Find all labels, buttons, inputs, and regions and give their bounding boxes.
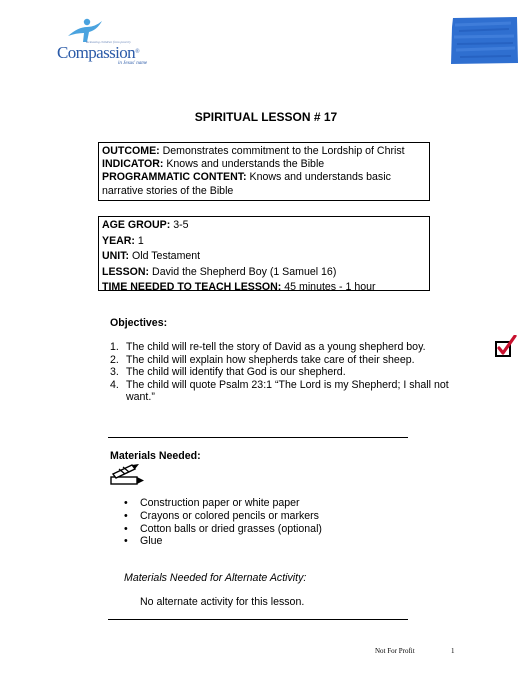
page-number: 1 xyxy=(451,647,455,655)
lesson-info-box xyxy=(98,216,430,294)
year-line: YEAR: 1 xyxy=(102,234,144,247)
content-line-2: narrative stories of the Bible xyxy=(102,184,234,197)
list-item: • Construction paper or white paper xyxy=(124,497,300,509)
list-item: • Cotton balls or dried grasses (optional) xyxy=(124,522,322,535)
divider xyxy=(108,437,408,438)
materials-heading: Materials Needed: xyxy=(110,450,201,462)
compassion-logo xyxy=(56,18,166,68)
art-supplies-icon xyxy=(110,463,146,487)
materials-list xyxy=(124,497,322,548)
outcome-line: OUTCOME: Demonstrates commitment to the Lordship of Christ xyxy=(102,145,405,157)
outcome-box xyxy=(98,142,430,201)
objectives-list xyxy=(110,341,450,404)
logo-subline: in Jesus' name xyxy=(118,61,148,66)
time-line: TIME NEEDED TO TEACH LESSON: 45 minutes - 1 hour xyxy=(102,281,376,294)
list-item: 2. The child will explain how shepherds take care of their sheep. xyxy=(110,353,415,366)
list-item: 3. The child will identify that God is our shepherd. xyxy=(110,366,346,379)
list-item: • Glue xyxy=(124,535,163,548)
footer-note: Not For Profit xyxy=(375,647,415,655)
alternate-materials-text: No alternate activity for this lesson. xyxy=(140,596,305,608)
logo-wordmark: Compassion® xyxy=(57,43,140,62)
page-title: SPIRITUAL LESSON # 17 xyxy=(194,110,338,124)
check-box-icon xyxy=(495,335,517,359)
content-line: PROGRAMMATIC CONTENT: Knows and understands basic xyxy=(102,171,391,184)
list-item: 1. The child will re-tell the story of David as a young shepherd boy. xyxy=(110,341,426,353)
lesson-line: LESSON: David the Shepherd Boy (1 Samuel 16) xyxy=(102,265,337,278)
list-item: 4. The child will quote Psalm 23:1 “The Lord is my Shepherd; I shall not xyxy=(110,378,449,391)
logo-tagline: Releasing children from poverty xyxy=(86,40,131,44)
list-item: • Crayons or colored pencils or markers xyxy=(124,509,319,522)
alternate-materials-heading: Materials Needed for Alternate Activity: xyxy=(124,572,307,584)
unit-line: UNIT: Old Testament xyxy=(102,250,201,263)
indicator-line: INDICATOR: Knows and understands the Bible xyxy=(102,158,325,171)
blue-paint-block xyxy=(451,17,518,64)
age-group-line: AGE GROUP: 3-5 xyxy=(102,219,189,231)
list-item-continued: want.” xyxy=(126,391,155,404)
divider xyxy=(108,619,408,620)
objectives-heading: Objectives: xyxy=(110,317,168,329)
